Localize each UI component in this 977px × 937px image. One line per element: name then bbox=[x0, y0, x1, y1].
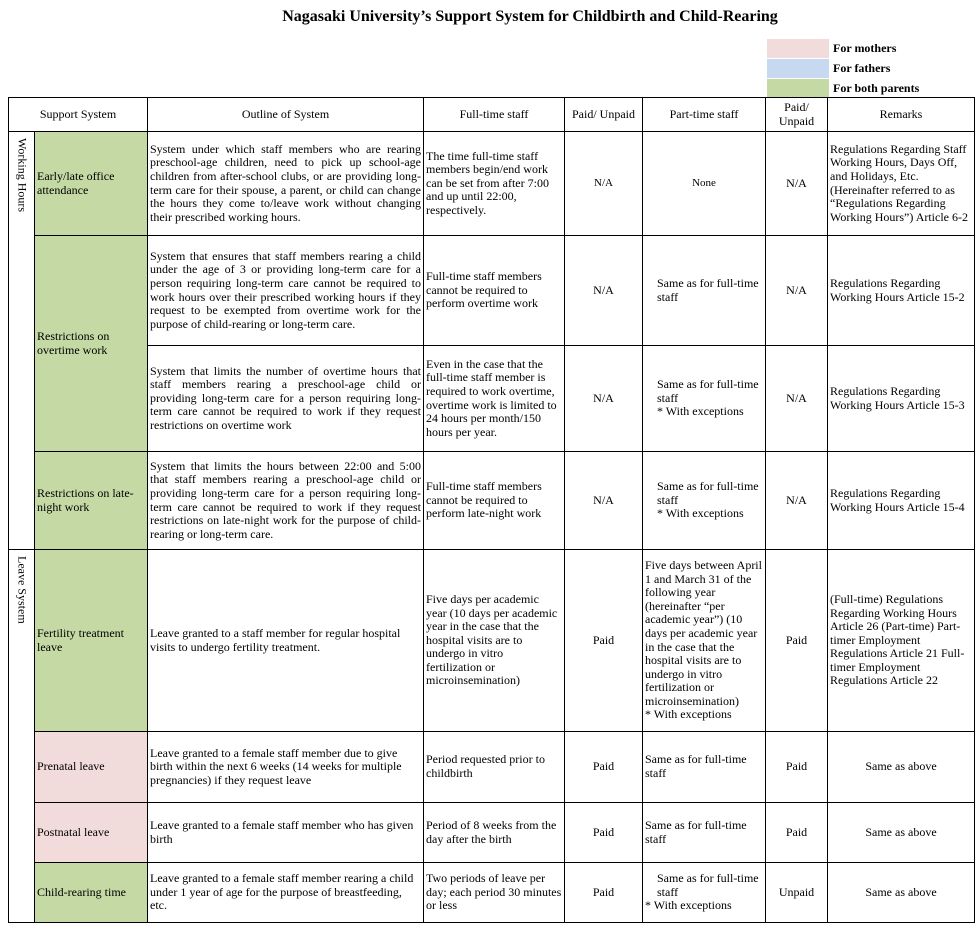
parttime-detail: Same as for full-time staff * With exceptions bbox=[643, 346, 766, 452]
table-row bbox=[9, 346, 975, 452]
system-outline: System that limits the hours between 22:00 and 5:00 that staff members rearing a preschool-age child or providing long-term care for a person requiring long-term care cannot be required to work if they request restrictions on late-night work for the purpose of child-rearing or long-term care. bbox=[148, 452, 424, 550]
table-row bbox=[9, 863, 975, 923]
table-header-row bbox=[9, 98, 975, 132]
parttime-detail: None bbox=[643, 132, 766, 236]
remarks: Same as above bbox=[828, 732, 975, 803]
parttime-detail: Same as for full-time staff bbox=[643, 803, 766, 863]
paid-parttime: Paid bbox=[766, 732, 828, 803]
header-remarks: Remarks bbox=[828, 98, 975, 132]
remarks: Regulations Regarding Working Hours Article 15-3 bbox=[828, 346, 975, 452]
paid-parttime: Paid bbox=[766, 803, 828, 863]
system-name: Prenatal leave bbox=[35, 732, 148, 803]
paid-parttime: N/A bbox=[766, 346, 828, 452]
remarks: Same as above bbox=[828, 863, 975, 923]
paid-parttime: N/A bbox=[766, 236, 828, 346]
fulltime-detail: The time full-time staff members begin/end work can be set from after 7:00 and up until 22:00, respectively. bbox=[424, 132, 565, 236]
legend-item-mothers bbox=[767, 38, 919, 58]
parttime-note: * With exceptions bbox=[657, 506, 744, 521]
fulltime-detail: Five days per academic year (10 days per academic year in the case that the hospital visits are to undergo in vitro fertilization or microinsemination) bbox=[424, 550, 565, 732]
parttime-detail: Five days between April 1 and March 31 of the following year (hereinafter “per academic year”) (10 days per academic year in the case that the hospital visits are to undergo in vitro fertilization or microinsemination) * With exceptions bbox=[643, 550, 766, 732]
legend-label-fathers: For fathers bbox=[833, 60, 891, 75]
table-row bbox=[9, 236, 975, 346]
legend-item-both bbox=[767, 78, 919, 98]
fulltime-detail: Full-time staff members cannot be required to perform overtime work bbox=[424, 236, 565, 346]
system-name: Postnatal leave bbox=[35, 803, 148, 863]
page-title: Nagasaki University’s Support System for Childbirth and Child-Rearing bbox=[282, 8, 778, 25]
legend-swatch-fathers bbox=[767, 59, 829, 78]
remarks: Regulations Regarding Staff Working Hours, Days Off, and Holidays, Etc. (Hereinafter referred to as “Regulations Regarding Working Hours”) Article 6-2 bbox=[828, 132, 975, 236]
header-parttime: Part-time staff bbox=[643, 98, 766, 132]
legend-item-fathers bbox=[767, 58, 919, 78]
remarks: Regulations Regarding Working Hours Article 15-4 bbox=[828, 452, 975, 550]
system-outline: System that ensures that staff members rearing a child under the age of 3 or providing long-term care for a person requiring long-term care cannot be required to work hours over their prescribed working hours if they request to be exempted from overtime work for the purpose of child-rearing or long-term care. bbox=[148, 236, 424, 346]
legend-swatch-both bbox=[767, 79, 829, 98]
system-outline: System under which staff members who are rearing preschool-age children, need to pick up school-age children from after-school clubs, or are providing long-term care for their spouse, a parent, or child can change the hours they come to/leave work without changing their prescribed working hours. bbox=[148, 132, 424, 236]
system-outline: Leave granted to a staff member for regular hospital visits to undergo fertility treatment. bbox=[148, 550, 424, 732]
paid-parttime: Unpaid bbox=[766, 863, 828, 923]
parttime-note: * With exceptions bbox=[645, 898, 732, 913]
fulltime-detail: Full-time staff members cannot be required to perform late-night work bbox=[424, 452, 565, 550]
paid-parttime: N/A bbox=[766, 452, 828, 550]
parttime-detail: Same as for full-time staff * With exceptions bbox=[643, 452, 766, 550]
support-table bbox=[8, 97, 975, 923]
remarks: (Full-time) Regulations Regarding Working Hours Article 26 (Part-time) Part-timer Employment Regulations Article 21 Full-timer Employment Regulations Article 22 bbox=[828, 550, 975, 732]
system-name: Restrictions on overtime work bbox=[35, 236, 148, 452]
paid-fulltime: N/A bbox=[565, 236, 643, 346]
header-outline: Outline of System bbox=[148, 98, 424, 132]
table-row bbox=[9, 550, 975, 732]
paid-fulltime: Paid bbox=[565, 550, 643, 732]
legend bbox=[767, 38, 919, 98]
paid-fulltime: Paid bbox=[565, 803, 643, 863]
system-name: Child-rearing time bbox=[35, 863, 148, 923]
fulltime-detail: Even in the case that the full-time staff member is required to work overtime, overtime work is limited to 24 hours per month/150 hours per year. bbox=[424, 346, 565, 452]
category-working-hours: Working Hours bbox=[9, 132, 35, 550]
parttime-note: * With exceptions bbox=[645, 707, 732, 722]
remarks: Regulations Regarding Working Hours Article 15-2 bbox=[828, 236, 975, 346]
parttime-detail: Same as for full-time staff * With exceptions bbox=[643, 863, 766, 923]
legend-swatch-mothers bbox=[767, 39, 829, 58]
fulltime-detail: Period of 8 weeks from the day after the birth bbox=[424, 803, 565, 863]
paid-parttime: Paid bbox=[766, 550, 828, 732]
system-outline: Leave granted to a female staff member who has given birth bbox=[148, 803, 424, 863]
paid-fulltime: N/A bbox=[565, 452, 643, 550]
header-paid-fulltime: Paid/ Unpaid bbox=[565, 98, 643, 132]
header-paid-parttime: Paid/ Unpaid bbox=[766, 98, 828, 132]
system-name: Restrictions on late-night work bbox=[35, 452, 148, 550]
legend-label-mothers: For mothers bbox=[833, 40, 897, 55]
remarks: Same as above bbox=[828, 803, 975, 863]
header-fulltime: Full-time staff bbox=[424, 98, 565, 132]
paid-fulltime: N/A bbox=[565, 132, 643, 236]
parttime-note: * With exceptions bbox=[657, 404, 744, 419]
table-row bbox=[9, 803, 975, 863]
table-row bbox=[9, 132, 975, 236]
legend-label-both: For both parents bbox=[833, 80, 920, 95]
parttime-detail: Same as for full-time staff bbox=[643, 732, 766, 803]
system-name: Early/late office attendance bbox=[35, 132, 148, 236]
paid-fulltime: N/A bbox=[565, 346, 643, 452]
system-name: Fertility treatment leave bbox=[35, 550, 148, 732]
system-outline: Leave granted to a female staff member rearing a child under 1 year of age for the purpose of breastfeeding, etc. bbox=[148, 863, 424, 923]
fulltime-detail: Two periods of leave per day; each period 30 minutes or less bbox=[424, 863, 565, 923]
paid-parttime: N/A bbox=[766, 132, 828, 236]
system-outline: System that limits the number of overtime hours that staff members rearing a preschool-age child or providing long-term care for a person requiring long-term care cannot be required to work if they request restrictions on overtime work bbox=[148, 346, 424, 452]
system-outline: Leave granted to a female staff member due to give birth within the next 6 weeks (14 weeks for multiple pregnancies) if they request leave bbox=[148, 732, 424, 803]
fulltime-detail: Period requested prior to childbirth bbox=[424, 732, 565, 803]
paid-fulltime: Paid bbox=[565, 863, 643, 923]
header-support-system: Support System bbox=[9, 98, 148, 132]
parttime-detail: Same as for full-time staff bbox=[643, 236, 766, 346]
table-row bbox=[9, 732, 975, 803]
category-leave-system: Leave System bbox=[9, 550, 35, 923]
paid-fulltime: Paid bbox=[565, 732, 643, 803]
table-row bbox=[9, 452, 975, 550]
